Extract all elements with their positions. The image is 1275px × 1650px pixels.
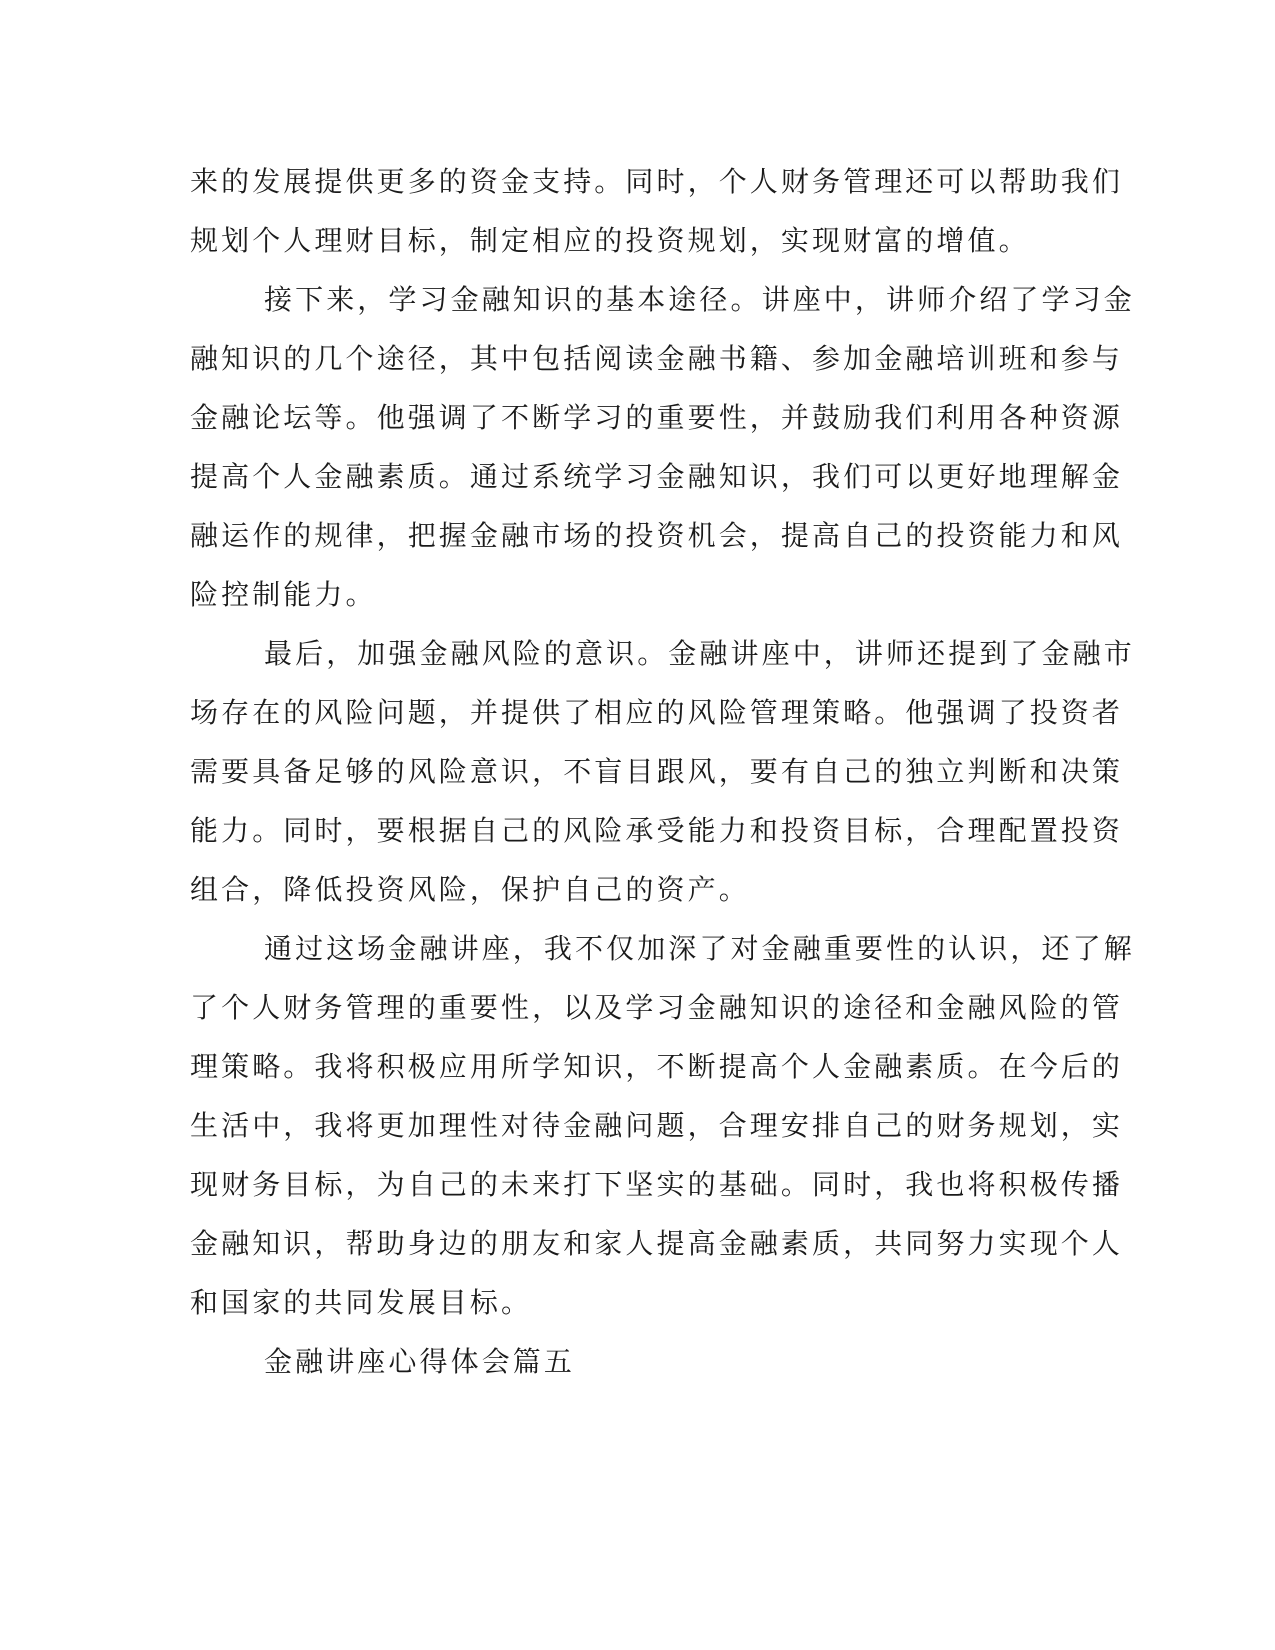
text-line: 规划个人理财目标，制定相应的投资规划，实现财富的增值。 xyxy=(190,224,1030,257)
text-line: 需要具备足够的风险意识，不盲目跟风，要有自己的独立判断和决策 xyxy=(190,755,1124,788)
text-line: 来的发展提供更多的资金支持。同时，个人财务管理还可以帮助我们 xyxy=(190,165,1124,198)
text-line: 能力。同时，要根据自己的风险承受能力和投资目标，合理配置投资 xyxy=(190,814,1124,847)
text-line: 现财务目标，为自己的未来打下坚实的基础。同时，我也将积极传播 xyxy=(190,1168,1124,1201)
paragraph-first-line: 最后，加强金融风险的意识。金融讲座中，讲师还提到了金融市 xyxy=(264,637,1135,670)
text-line: 融运作的规律，把握金融市场的投资机会，提高自己的投资能力和风 xyxy=(190,519,1124,552)
text-line: 融知识的几个途径，其中包括阅读金融书籍、参加金融培训班和参与 xyxy=(190,342,1124,375)
text-line: 组合，降低投资风险，保护自己的资产。 xyxy=(190,873,750,906)
text-line: 金融知识，帮助身边的朋友和家人提高金融素质，共同努力实现个人 xyxy=(190,1227,1124,1260)
text-line: 生活中，我将更加理性对待金融问题，合理安排自己的财务规划，实 xyxy=(190,1109,1124,1142)
text-line: 金融论坛等。他强调了不断学习的重要性，并鼓励我们利用各种资源 xyxy=(190,401,1124,434)
text-line: 和国家的共同发展目标。 xyxy=(190,1286,533,1319)
text-line: 场存在的风险问题，并提供了相应的风险管理策略。他强调了投资者 xyxy=(190,696,1124,729)
text-line: 了个人财务管理的重要性，以及学习金融知识的途径和金融风险的管 xyxy=(190,991,1124,1024)
text-line: 理策略。我将积极应用所学知识，不断提高个人金融素质。在今后的 xyxy=(190,1050,1124,1083)
section-heading: 金融讲座心得体会篇五 xyxy=(264,1345,576,1378)
paragraph-first-line: 接下来，学习金融知识的基本途径。讲座中，讲师介绍了学习金 xyxy=(264,283,1135,316)
text-line: 险控制能力。 xyxy=(190,578,377,611)
paragraph-first-line: 通过这场金融讲座，我不仅加深了对金融重要性的认识，还了解 xyxy=(264,932,1135,965)
text-line: 提高个人金融素质。通过系统学习金融知识，我们可以更好地理解金 xyxy=(190,460,1124,493)
